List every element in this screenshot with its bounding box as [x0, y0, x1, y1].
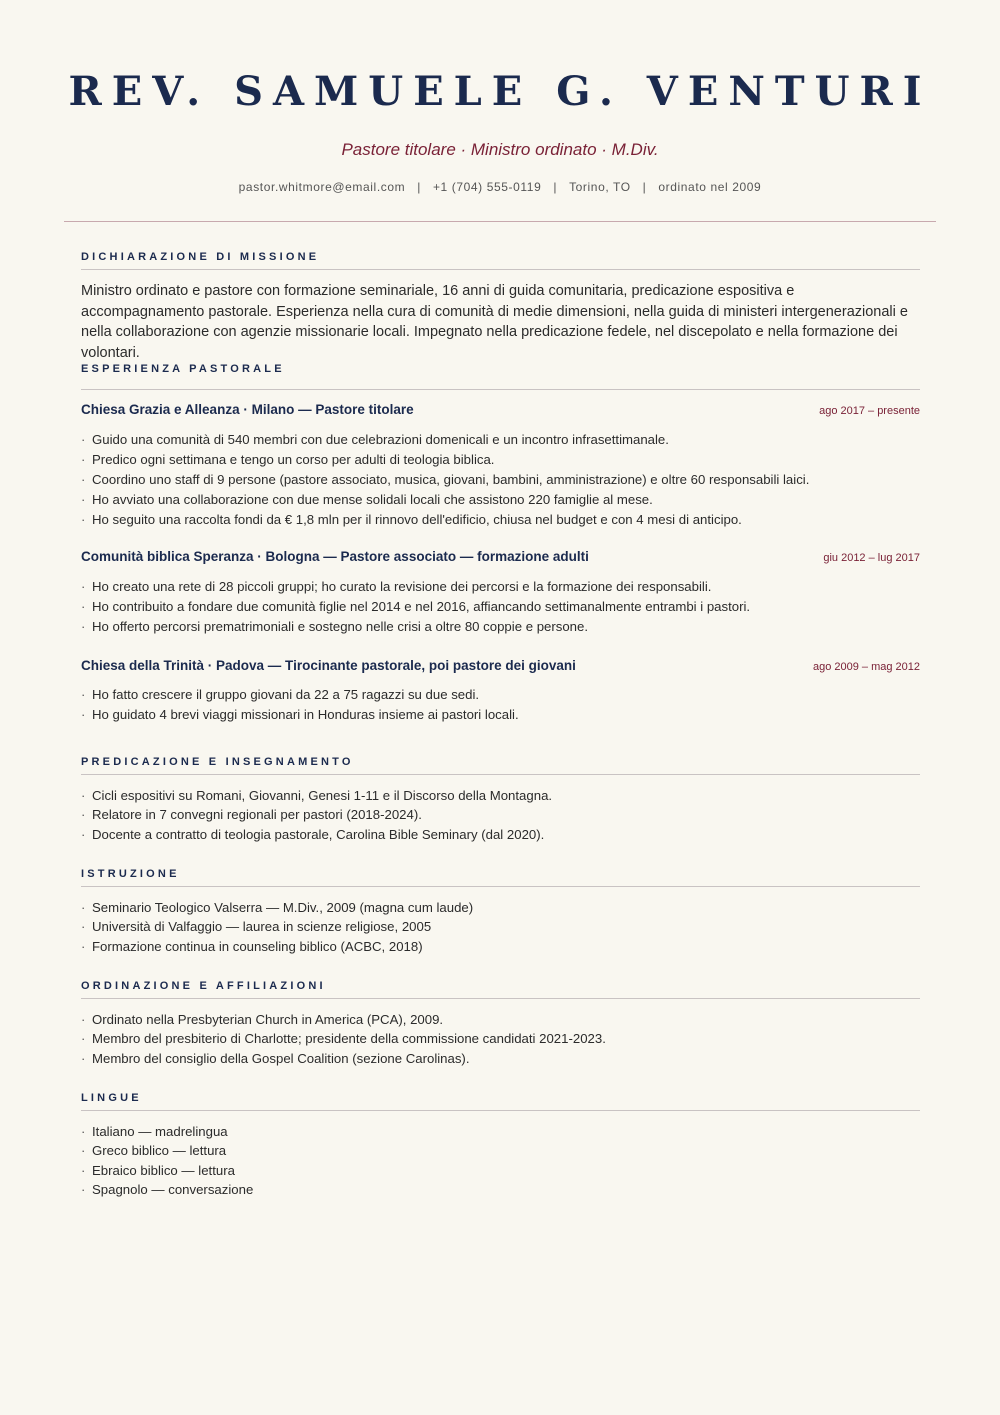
ordination-list	[81, 1010, 920, 1068]
ordination-section	[81, 979, 920, 1068]
job-bullets	[81, 430, 920, 530]
contact-separator: |	[642, 180, 647, 194]
contact-separator: |	[553, 180, 558, 194]
contact-line	[0, 178, 1000, 196]
preaching-list	[81, 786, 920, 844]
contact-email[interactable]: pastor.whitmore@email.com	[238, 180, 406, 194]
job-entry	[81, 400, 920, 530]
list-item: · Ho creato una rete di 28 piccoli gruppi; ho curato la revisione dei percorsi e la formazione dei responsabili.	[81, 577, 920, 597]
list-item: · Ho contribuito a fondare due comunità figlie nel 2014 e nel 2016, affiancando settimanalmente entrambi i pastori.	[81, 597, 920, 617]
preaching-section	[81, 755, 920, 844]
list-item: · Ordinato nella Presbyterian Church in America (PCA), 2009.	[81, 1010, 920, 1029]
job-heading: Chiesa Grazia e Alleanza · Milano — Pastore titolare	[81, 402, 414, 417]
list-item: · Formazione continua in counseling biblico (ACBC, 2018)	[81, 937, 920, 956]
contact-location: Torino, TO	[569, 180, 631, 194]
list-item: · Membro del consiglio della Gospel Coalition (sezione Carolinas).	[81, 1049, 920, 1068]
job-dates: ago 2017 – presente	[819, 405, 920, 417]
mission-section	[81, 250, 920, 363]
job-entry	[81, 547, 920, 637]
list-item: · Predico ogni settimana e tengo un corso per adulti di teologia biblica.	[81, 450, 920, 470]
education-section	[81, 867, 920, 956]
contact-separator: |	[417, 180, 421, 194]
job-heading: Comunità biblica Speranza · Bologna — Pastore associato — formazione adulti	[81, 549, 589, 564]
list-item: · Ho offerto percorsi prematrimoniali e sostegno nelle crisi a oltre 80 coppie e persone.	[81, 617, 920, 637]
list-item: · Ho guidato 4 brevi viaggi missionari in Honduras insieme ai pastori locali.	[81, 705, 920, 725]
section-title: PREDICAZIONE E INSEGNAMENTO	[81, 755, 920, 775]
experience-section	[81, 362, 920, 390]
section-title: LINGUE	[81, 1091, 920, 1111]
education-list	[81, 898, 920, 956]
section-title: ISTRUZIONE	[81, 867, 920, 887]
list-item: · Docente a contratto di teologia pastorale, Carolina Bible Seminary (dal 2020).	[81, 825, 920, 844]
list-item: · Guido una comunità di 540 membri con due celebrazioni domenicali e un incontro infrasettimanale.	[81, 430, 920, 450]
job-bullets	[81, 577, 920, 637]
languages-list	[81, 1122, 920, 1199]
list-item: · Ho seguito una raccolta fondi da € 1,8 mln per il rinnovo dell'edificio, chiusa nel budget e con 4 mesi di anticipo.	[81, 510, 920, 530]
list-item: · Seminario Teologico Valserra — M.Div., 2009 (magna cum laude)	[81, 898, 920, 917]
list-item: · Ebraico biblico — lettura	[81, 1161, 920, 1180]
list-item: · Coordino uno staff di 9 persone (pastore associato, musica, giovani, bambini, amministrazione) e oltre 60 responsabili laici.	[81, 470, 920, 490]
list-item: · Ho avviato una collaborazione con due mense solidali locali che assistono 220 famiglie al mese.	[81, 490, 920, 510]
list-item: · Greco biblico — lettura	[81, 1141, 920, 1160]
job-entry	[81, 656, 920, 725]
list-item: · Relatore in 7 convegni regionali per pastori (2018-2024).	[81, 805, 920, 824]
section-title: DICHIARAZIONE DI MISSIONE	[81, 250, 920, 270]
contact-ordination-year: ordinato nel 2009	[658, 180, 762, 194]
mission-text: Ministro ordinato e pastore con formazione seminariale, 16 anni di guida comunitaria, predicazione espositiva e accompagnamento pastorale. Esperienza nella cura di comunità di medie dimensioni, nella guida di ministeri intergenerazionali e nella collaborazione con agenzie missionarie locali. Impegnato nella predicazione fedele, nel discepolato e nella formazione dei volontari.	[81, 283, 908, 361]
list-item: · Italiano — madrelingua	[81, 1122, 920, 1141]
job-dates: giu 2012 – lug 2017	[823, 552, 920, 564]
list-item: · Spagnolo — conversazione	[81, 1180, 920, 1199]
section-title: ORDINAZIONE E AFFILIAZIONI	[81, 979, 920, 999]
candidate-name: REV. SAMUELE G. VENTURI	[68, 68, 932, 115]
languages-section	[81, 1091, 920, 1199]
list-item: · Università di Valfaggio — laurea in scienze religiose, 2005	[81, 917, 920, 936]
candidate-subtitle: Pastore titolare · Ministro ordinato · M.Div.	[341, 140, 659, 159]
list-item: · Cicli espositivi su Romani, Giovanni, Genesi 1-11 e il Discorso della Montagna.	[81, 786, 920, 805]
job-dates: ago 2009 – mag 2012	[812, 661, 920, 673]
job-heading: Chiesa della Trinità · Padova — Tirocinante pastorale, poi pastore dei giovani	[81, 658, 576, 673]
job-bullets	[81, 685, 920, 725]
header-divider	[64, 221, 936, 222]
section-title: ESPERIENZA PASTORALE	[81, 362, 920, 390]
contact-phone[interactable]: +1 (704) 555-0119	[432, 180, 542, 194]
list-item: · Ho fatto crescere il gruppo giovani da 22 a 75 ragazzi su due sedi.	[81, 685, 920, 705]
list-item: · Membro del presbiterio di Charlotte; presidente della commissione candidati 2021-2023.	[81, 1029, 920, 1048]
